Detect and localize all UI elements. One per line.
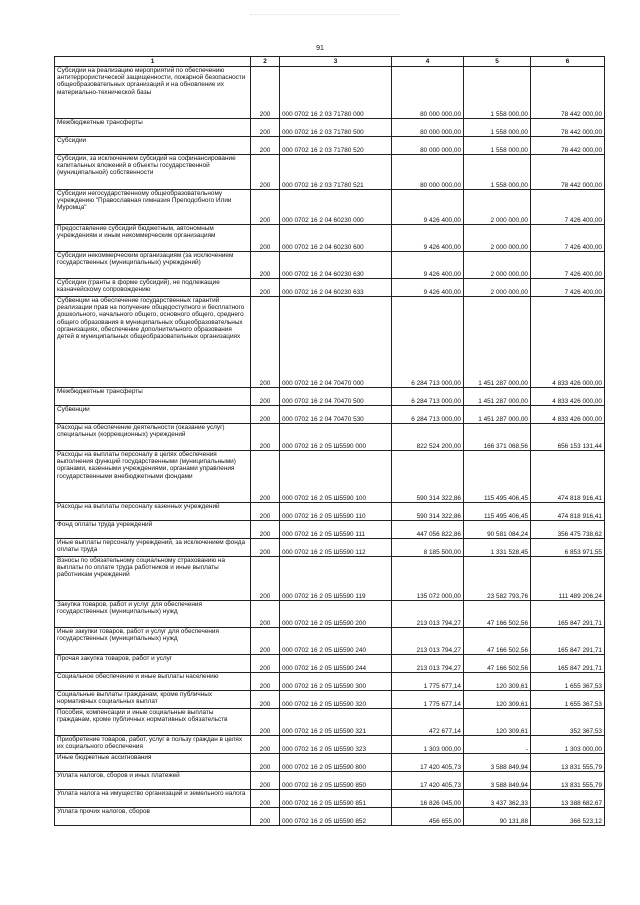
column-header: 3 [280, 57, 392, 67]
remaining-amount: 1 655 367,53 [531, 691, 605, 709]
column-header: 6 [531, 57, 605, 67]
line-code: 200 [251, 673, 280, 691]
executed-amount: 166 371 068,56 [464, 424, 531, 451]
row-label: Иные бюджетные ассигнования [55, 754, 251, 772]
row-label: Субвенции на обеспечение государственных гарантий реализации прав на получение общедоступного и бесплатного дошкольного, начального общего, основного общего, среднего общего образования в муниципальных общеобразовательных организациях, обеспечение дополнительного образования детей в муниципальных общеобразовательных организациях [55, 297, 251, 388]
table-row [55, 252, 605, 279]
row-label: Субвенции [55, 406, 251, 424]
row-label: Расходы на выплаты персоналу казенных учреждений [55, 503, 251, 521]
table-body [55, 67, 605, 826]
remaining-amount: 4 833 426 000,00 [531, 297, 605, 388]
line-code: 200 [251, 790, 280, 808]
remaining-amount: 78 442 000,00 [531, 137, 605, 155]
remaining-amount: 352 367,53 [531, 709, 605, 736]
executed-amount: 47 166 502,56 [464, 655, 531, 673]
budget-code: 000 0702 16 2 05 Ш5590 300 [280, 673, 392, 691]
table-header-row [55, 57, 605, 67]
row-label: Субсидии на реализацию мероприятий по обеспечению антитеррористической защищенности, пожарной безопасности общеобразовательных организаций и на обновление их материально-технической базы [55, 67, 251, 119]
approved-amount: 456 655,00 [392, 808, 464, 826]
line-code: 200 [251, 155, 280, 190]
row-label: Предоставление субсидий бюджетным, автономным учреждениям и иным некоммерческим организациям [55, 225, 251, 252]
remaining-amount: 474 818 916,41 [531, 451, 605, 503]
table-row [55, 225, 605, 252]
table-row [55, 406, 605, 424]
budget-code: 000 0702 16 2 05 Ш5590 321 [280, 709, 392, 736]
table-row [55, 279, 605, 297]
executed-amount: - [464, 736, 531, 754]
remaining-amount: 165 847 291,71 [531, 601, 605, 628]
approved-amount: 213 013 794,27 [392, 655, 464, 673]
executed-amount: 2 000 000,00 [464, 252, 531, 279]
line-code: 200 [251, 736, 280, 754]
line-code: 200 [251, 119, 280, 137]
budget-code: 000 0702 16 2 03 71780 000 [280, 67, 392, 119]
line-code: 200 [251, 137, 280, 155]
executed-amount: 1 558 000,00 [464, 137, 531, 155]
remaining-amount: 165 847 291,71 [531, 655, 605, 673]
approved-amount: 590 314 322,86 [392, 503, 464, 521]
executed-amount: 3 437 362,33 [464, 790, 531, 808]
line-code: 200 [251, 521, 280, 539]
line-code: 200 [251, 772, 280, 790]
column-header: 4 [392, 57, 464, 67]
approved-amount: 6 284 713 000,00 [392, 406, 464, 424]
row-label: Субсидии, за исключением субсидий на софинансирование капитальных вложений в объекты государственной (муниципальной) собственности [55, 155, 251, 190]
line-code: 200 [251, 503, 280, 521]
remaining-amount: 78 442 000,00 [531, 155, 605, 190]
row-label: Межбюджетные трансферты [55, 119, 251, 137]
column-header: 2 [251, 57, 280, 67]
remaining-amount: 6 853 971,55 [531, 539, 605, 557]
table-row [55, 539, 605, 557]
budget-code: 000 0702 16 2 04 60230 633 [280, 279, 392, 297]
remaining-amount: 4 833 426 000,00 [531, 388, 605, 406]
row-label: Иные закупки товаров, работ и услуг для обеспечения государственных (муниципальных) нужд [55, 628, 251, 655]
approved-amount: 17 420 405,73 [392, 754, 464, 772]
table-row [55, 190, 605, 225]
line-code: 200 [251, 297, 280, 388]
remaining-amount: 165 847 291,71 [531, 628, 605, 655]
approved-amount: 9 426 400,00 [392, 279, 464, 297]
table-row [55, 709, 605, 736]
budget-code: 000 0702 16 2 05 Ш5590 100 [280, 451, 392, 503]
line-code: 200 [251, 388, 280, 406]
executed-amount: 1 331 528,45 [464, 539, 531, 557]
row-label: Уплата налогов, сборов и иных платежей [55, 772, 251, 790]
table-row [55, 772, 605, 790]
executed-amount: 1 451 287 000,00 [464, 388, 531, 406]
executed-amount: 1 558 000,00 [464, 67, 531, 119]
remaining-amount: 7 426 400,00 [531, 252, 605, 279]
approved-amount: 17 420 405,73 [392, 772, 464, 790]
row-label: Закупка товаров, работ и услуг для обеспечения государственных (муниципальных) нужд [55, 601, 251, 628]
budget-code: 000 0702 16 2 03 71780 520 [280, 137, 392, 155]
row-label: Уплата налога на имущество организаций и земельного налога [55, 790, 251, 808]
approved-amount: 1 775 677,14 [392, 673, 464, 691]
budget-code: 000 0702 16 2 05 Ш5590 200 [280, 601, 392, 628]
line-code: 200 [251, 539, 280, 557]
row-label: Пособия, компенсации и иные социальные выплаты гражданам, кроме публичных нормативных обязательств [55, 709, 251, 736]
executed-amount: 90 581 084,24 [464, 521, 531, 539]
table-row [55, 297, 605, 388]
approved-amount: 80 000 000,00 [392, 155, 464, 190]
budget-code: 000 0702 16 2 04 60230 630 [280, 252, 392, 279]
column-header: 5 [464, 57, 531, 67]
line-code: 200 [251, 655, 280, 673]
approved-amount: 1 775 677,14 [392, 691, 464, 709]
executed-amount: 23 582 793,76 [464, 557, 531, 601]
table-row [55, 736, 605, 754]
remaining-amount: 111 489 206,24 [531, 557, 605, 601]
budget-code: 000 0702 16 2 05 Ш5590 320 [280, 691, 392, 709]
column-header: 1 [55, 57, 251, 67]
budget-code: 000 0702 16 2 05 Ш5590 850 [280, 772, 392, 790]
row-label: Социальные выплаты гражданам, кроме публичных нормативных социальных выплат [55, 691, 251, 709]
remaining-amount: 366 523,12 [531, 808, 605, 826]
remaining-amount: 7 426 400,00 [531, 279, 605, 297]
row-label: Приобретение товаров, работ, услуг в пользу граждан в целях их социального обеспечения [55, 736, 251, 754]
approved-amount: 80 000 000,00 [392, 67, 464, 119]
table-row [55, 388, 605, 406]
line-code: 200 [251, 754, 280, 772]
budget-code: 000 0702 16 2 05 Ш5590 111 [280, 521, 392, 539]
scan-artifact [250, 14, 400, 23]
executed-amount: 2 000 000,00 [464, 279, 531, 297]
line-code: 200 [251, 451, 280, 503]
table-row [55, 601, 605, 628]
remaining-amount: 656 153 131,44 [531, 424, 605, 451]
budget-code: 000 0702 16 2 05 Ш5590 851 [280, 790, 392, 808]
table-row [55, 673, 605, 691]
row-label: Субсидии [55, 137, 251, 155]
remaining-amount: 1 303 000,00 [531, 736, 605, 754]
line-code: 200 [251, 709, 280, 736]
row-label: Иные выплаты персоналу учреждений, за исключением фонда оплаты труда [55, 539, 251, 557]
budget-code: 000 0702 16 2 05 Ш5590 110 [280, 503, 392, 521]
approved-amount: 447 056 822,86 [392, 521, 464, 539]
budget-code: 000 0702 16 2 05 Ш5590 240 [280, 628, 392, 655]
line-code: 200 [251, 424, 280, 451]
table-row [55, 628, 605, 655]
budget-code: 000 0702 16 2 05 Ш5590 119 [280, 557, 392, 601]
remaining-amount: 356 475 738,62 [531, 521, 605, 539]
approved-amount: 80 000 000,00 [392, 137, 464, 155]
executed-amount: 90 131,88 [464, 808, 531, 826]
remaining-amount: 13 388 682,67 [531, 790, 605, 808]
budget-table [54, 56, 605, 826]
approved-amount: 822 524 200,00 [392, 424, 464, 451]
approved-amount: 6 284 713 000,00 [392, 388, 464, 406]
budget-code: 000 0702 16 2 05 Ш5590 000 [280, 424, 392, 451]
row-label: Расходы на обеспечение деятельности (оказание услуг) специальных (коррекционных) учреждений [55, 424, 251, 451]
budget-code: 000 0702 16 2 03 71780 521 [280, 155, 392, 190]
approved-amount: 135 072 000,00 [392, 557, 464, 601]
line-code: 200 [251, 190, 280, 225]
executed-amount: 2 000 000,00 [464, 190, 531, 225]
budget-code: 000 0702 16 2 05 Ш5590 323 [280, 736, 392, 754]
executed-amount: 120 309,61 [464, 709, 531, 736]
remaining-amount: 7 426 400,00 [531, 190, 605, 225]
line-code: 200 [251, 557, 280, 601]
executed-amount: 1 558 000,00 [464, 119, 531, 137]
table-row [55, 557, 605, 601]
line-code: 200 [251, 279, 280, 297]
row-label: Уплата прочих налогов, сборов [55, 808, 251, 826]
approved-amount: 1 303 000,00 [392, 736, 464, 754]
budget-code: 000 0702 16 2 05 Ш5590 112 [280, 539, 392, 557]
row-label: Прочая закупка товаров, работ и услуг [55, 655, 251, 673]
approved-amount: 9 426 400,00 [392, 252, 464, 279]
table-row [55, 451, 605, 503]
table-row [55, 119, 605, 137]
table-row [55, 521, 605, 539]
executed-amount: 1 558 000,00 [464, 155, 531, 190]
executed-amount: 115 495 406,45 [464, 451, 531, 503]
table-row [55, 790, 605, 808]
budget-code: 000 0702 16 2 05 Ш5590 800 [280, 754, 392, 772]
table-row [55, 155, 605, 190]
remaining-amount: 474 818 916,41 [531, 503, 605, 521]
executed-amount: 120 309,61 [464, 691, 531, 709]
executed-amount: 120 309,61 [464, 673, 531, 691]
budget-code: 000 0702 16 2 04 70470 530 [280, 406, 392, 424]
table-row [55, 424, 605, 451]
executed-amount: 3 588 849,94 [464, 772, 531, 790]
remaining-amount: 4 833 426 000,00 [531, 406, 605, 424]
table-row [55, 503, 605, 521]
approved-amount: 16 826 045,00 [392, 790, 464, 808]
table-row [55, 754, 605, 772]
row-label: Фонд оплаты труда учреждений [55, 521, 251, 539]
approved-amount: 9 426 400,00 [392, 225, 464, 252]
remaining-amount: 7 426 400,00 [531, 225, 605, 252]
line-code: 200 [251, 628, 280, 655]
remaining-amount: 13 831 555,79 [531, 772, 605, 790]
row-label: Субсидии (гранты в форме субсидий), не подлежащие казначейскому сопровождению [55, 279, 251, 297]
line-code: 200 [251, 406, 280, 424]
executed-amount: 1 451 287 000,00 [464, 406, 531, 424]
approved-amount: 590 314 322,86 [392, 451, 464, 503]
table-row [55, 808, 605, 826]
executed-amount: 115 495 406,45 [464, 503, 531, 521]
executed-amount: 2 000 000,00 [464, 225, 531, 252]
line-code: 200 [251, 691, 280, 709]
executed-amount: 1 451 287 000,00 [464, 297, 531, 388]
table-row [55, 655, 605, 673]
row-label: Субсидии некоммерческим организациям (за исключением государственных (муниципальных) учреждений) [55, 252, 251, 279]
line-code: 200 [251, 67, 280, 119]
line-code: 200 [251, 252, 280, 279]
budget-code: 000 0702 16 2 04 60230 600 [280, 225, 392, 252]
line-code: 200 [251, 601, 280, 628]
page-number: 91 [316, 45, 324, 52]
remaining-amount: 78 442 000,00 [531, 119, 605, 137]
executed-amount: 3 588 849,94 [464, 754, 531, 772]
executed-amount: 47 166 502,56 [464, 601, 531, 628]
approved-amount: 8 185 500,00 [392, 539, 464, 557]
budget-code: 000 0702 16 2 04 70470 500 [280, 388, 392, 406]
table-row [55, 691, 605, 709]
budget-code: 000 0702 16 2 04 70470 000 [280, 297, 392, 388]
budget-code: 000 0702 16 2 05 Ш5590 852 [280, 808, 392, 826]
approved-amount: 9 426 400,00 [392, 190, 464, 225]
remaining-amount: 13 831 555,79 [531, 754, 605, 772]
executed-amount: 47 166 502,56 [464, 628, 531, 655]
line-code: 200 [251, 808, 280, 826]
line-code: 200 [251, 225, 280, 252]
row-label: Субсидии негосударственному общеобразовательному учреждению "Православная гимназия Преподобного Илии Муромца" [55, 190, 251, 225]
row-label: Межбюджетные трансферты [55, 388, 251, 406]
remaining-amount: 1 655 367,53 [531, 673, 605, 691]
row-label: Расходы на выплаты персоналу в целях обеспечения выполнения функций государственными (муниципальными) органами, казенными учреждениями, органами управления государственными внебюджетными фондами [55, 451, 251, 503]
approved-amount: 213 013 794,27 [392, 601, 464, 628]
row-label: Взносы по обязательному социальному страхованию на выплаты по оплате труда работников и иные выплаты работникам учреждений [55, 557, 251, 601]
approved-amount: 80 000 000,00 [392, 119, 464, 137]
budget-code: 000 0702 16 2 04 60230 000 [280, 190, 392, 225]
budget-code: 000 0702 16 2 03 71780 500 [280, 119, 392, 137]
table-row [55, 67, 605, 119]
approved-amount: 6 284 713 000,00 [392, 297, 464, 388]
row-label: Социальное обеспечение и иные выплаты населению [55, 673, 251, 691]
table-row [55, 137, 605, 155]
approved-amount: 472 677,14 [392, 709, 464, 736]
approved-amount: 213 013 794,27 [392, 628, 464, 655]
budget-code: 000 0702 16 2 05 Ш5590 244 [280, 655, 392, 673]
remaining-amount: 78 442 000,00 [531, 67, 605, 119]
